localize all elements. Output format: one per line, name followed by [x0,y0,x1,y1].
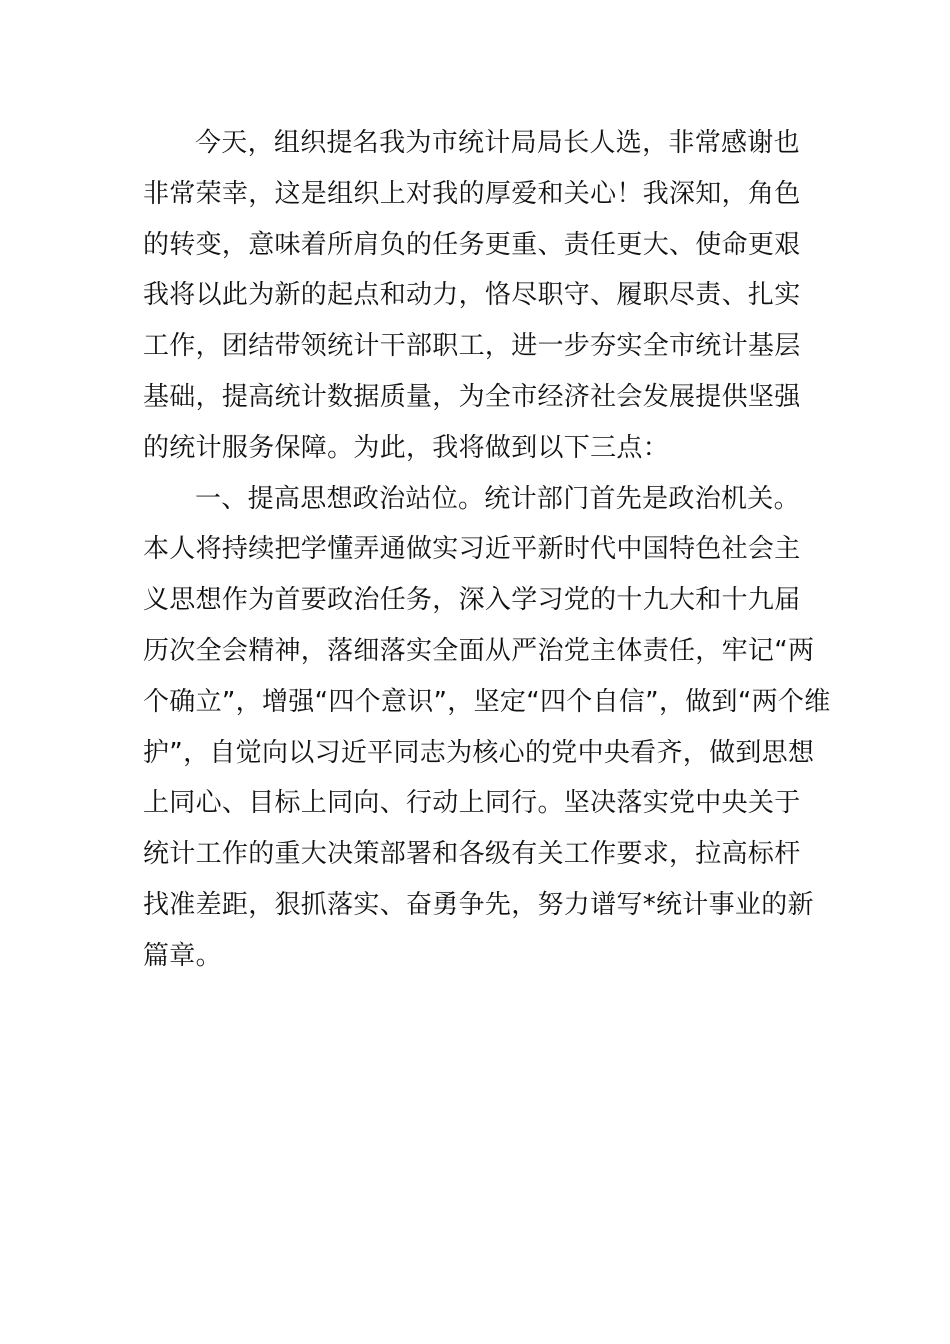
text-line: 本人将持续把学懂弄通做实习近平新时代中国特色社会主 [143,534,801,565]
text-line: 基础，提高统计数据质量，为全市经济社会发展提供坚强 [143,381,801,412]
text-line: 的统计服务保障。为此，我将做到以下三点： [143,432,670,463]
text-line: 护”，自觉向以习近平同志为核心的党中央看齐，做到思想 [143,737,815,768]
text-line: 找准差距，狠抓落实、奋勇争先，努力谱写*统计事业的新 [143,889,814,920]
text-line: 今天，组织提名我为市统计局局长人选，非常感谢也 [195,128,800,158]
text-line: 一、提高思想政治站位。统计部门首先是政治机关。 [195,483,800,514]
text-line: 我将以此为新的起点和动力，恪尽职守、履职尽责、扎实 [143,280,801,311]
text-line: 的转变，意味着所肩负的任务更重、责任更大、使命更艰 [143,229,801,260]
text-line: 篇章。 [143,940,222,971]
body-text [143,118,831,982]
text-line: 义思想作为首要政治任务，深入学习党的十九大和十九届 [143,585,801,616]
text-line: 个确立”，增强“四个意识”，坚定“四个自信”，做到“两个维 [143,686,831,717]
text-line: 统计工作的重大决策部署和各级有关工作要求，拉高标杆 [143,839,801,870]
text-line: 非常荣幸，这是组织上对我的厚爱和关心！我深知，角色 [143,178,801,209]
paragraph-section-one [143,474,831,982]
text-line: 上同心、目标上同向、行动上同行。坚决落实党中央关于 [143,788,801,819]
text-line: 历次全会精神，落细落实全面从严治党主体责任，牢记“两 [143,635,815,666]
text-line: 工作，团结带领统计干部职工，进一步夯实全市统计基层 [143,331,801,362]
paragraph-intro [143,118,807,474]
